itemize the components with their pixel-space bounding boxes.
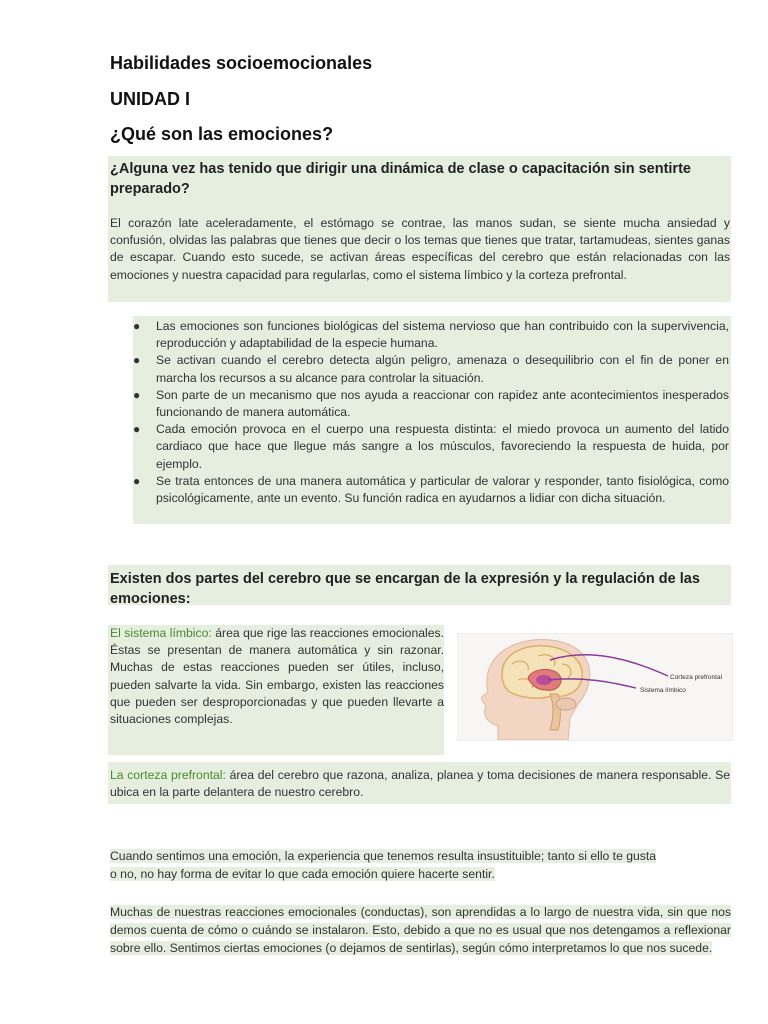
prefrontal-cortex-paragraph [110, 767, 730, 801]
brain-parts-title: Existen dos partes del cerebro que se encargan de la expresión y la regulación de las emociones: [110, 571, 700, 607]
limbic-system-block [108, 625, 444, 755]
emotion-experience-line-1: Cuando sentimos una emoción, la experiencia que tenemos resulta insustituible; tanto si ello te gusta [110, 849, 657, 863]
learned-reactions-paragraph [110, 903, 731, 957]
intro-paragraph: El corazón late aceleradamente, el estómago se contrae, las manos sudan, se siente mucha ansiedad y confusión, olvidas las palabras que tienes que decir o los temas que tienes que tratar, tartamudeas, sientes ganas de escapar. Cuando esto sucede, se activan áreas específicas del cerebro que están relacionadas con las emociones y nuestra capacidad para regularlas, como el sistema límbico y la corteza prefrontal. [110, 216, 730, 282]
emotions-facts-list [133, 318, 729, 507]
limbic-system-description: área que rige las reacciones emocionales. Éstas se presentan de manera automática y sin razonar. Muchas de estas reacciones pueden ser útiles, incluso, pueden salvarte la vida. Sin embargo, existen las reacciones que pueden ser desproporcionadas y que pueden llevarte a situaciones complejas. [110, 626, 444, 727]
intro-question: ¿Alguna vez has tenido que dirigir una dinámica de clase o capacitación sin sentirte preparado? [110, 161, 691, 197]
brain-parts-section [108, 565, 731, 605]
list-item: ● Cada emoción provoca en el cuerpo una respuesta distinta: el miedo provoca un aumento del latido cardiaco que hace que llegue más sangre a los músculos, favoreciendo la respuesta de huida, por ejemplo. [133, 422, 729, 471]
unit-title: UNIDAD I [110, 89, 190, 109]
bullet-icon: ● [133, 422, 141, 437]
bullet-icon: ● [133, 319, 141, 333]
list-item: ● Son parte de un mecanismo que nos ayuda a reaccionar con rapidez ante acontecimientos inesperados funcionando de manera automática. [133, 387, 729, 420]
cerebellum-icon [556, 698, 576, 710]
prefrontal-cortex-block [108, 762, 731, 804]
limbic-system-term: El sistema límbico: [110, 626, 212, 640]
list-item: ● Se trata entonces de una manera automática y particular de valorar y responder, tanto fisiológica, como psicológicamente, ante un evento. Su función radica en ayudarnos a lidiar con dicha situación. [133, 473, 729, 506]
prefrontal-cortex-description: área del cerebro que razona, analiza, planea y toma decisiones de manera responsable. Se ubica en la parte delantera de nuestro cerebro. [110, 768, 730, 800]
intro-section [108, 156, 731, 302]
bullet-icon: ● [133, 473, 141, 488]
emotions-facts-section [133, 316, 731, 524]
cortex-figure-label: Corteza prefrontal [670, 674, 723, 681]
bullet-icon: ● [133, 387, 141, 402]
list-item: ● Las emociones son funciones biológicas del sistema nervioso que han contribuido con la supervivencia, reproducción y adaptabilidad de la especie humana. [133, 319, 729, 351]
bullet-icon: ● [133, 353, 141, 368]
list-item: ● Se activan cuando el cerebro detecta algún peligro, amenaza o desequilibrio con el fin de poner en marcha los recursos a su alcance para controlar la situación. [133, 353, 729, 385]
emotion-experience-line-2: o no, no hay forma de evitar lo que cada emoción quiere hacerte sentir. [110, 867, 495, 881]
brain-illustration [458, 634, 732, 740]
course-title: Habilidades socioemocionales [110, 53, 373, 73]
learned-reactions-text: Muchas de nuestras reacciones emocionales (conductas), son aprendidas a lo largo de nuestra vida, sin que nos demos cuenta de cómo o cuándo se instalaron. Esto, debido a que no es usual que nos detengamos a reflexionar sobre ello. Sentimos ciertas emociones (o dejamos de sentirlas), según cómo interpretamos lo que nos sucede. [110, 905, 731, 955]
emotion-experience-paragraph [110, 847, 722, 883]
limbic-figure-label: Sistema límbico [640, 687, 686, 694]
brain-diagram [457, 633, 733, 741]
prefrontal-cortex-term: La corteza prefrontal: [110, 768, 226, 782]
limbic-system-paragraph [110, 625, 444, 728]
lesson-title: ¿Qué son las emociones? [110, 124, 334, 144]
